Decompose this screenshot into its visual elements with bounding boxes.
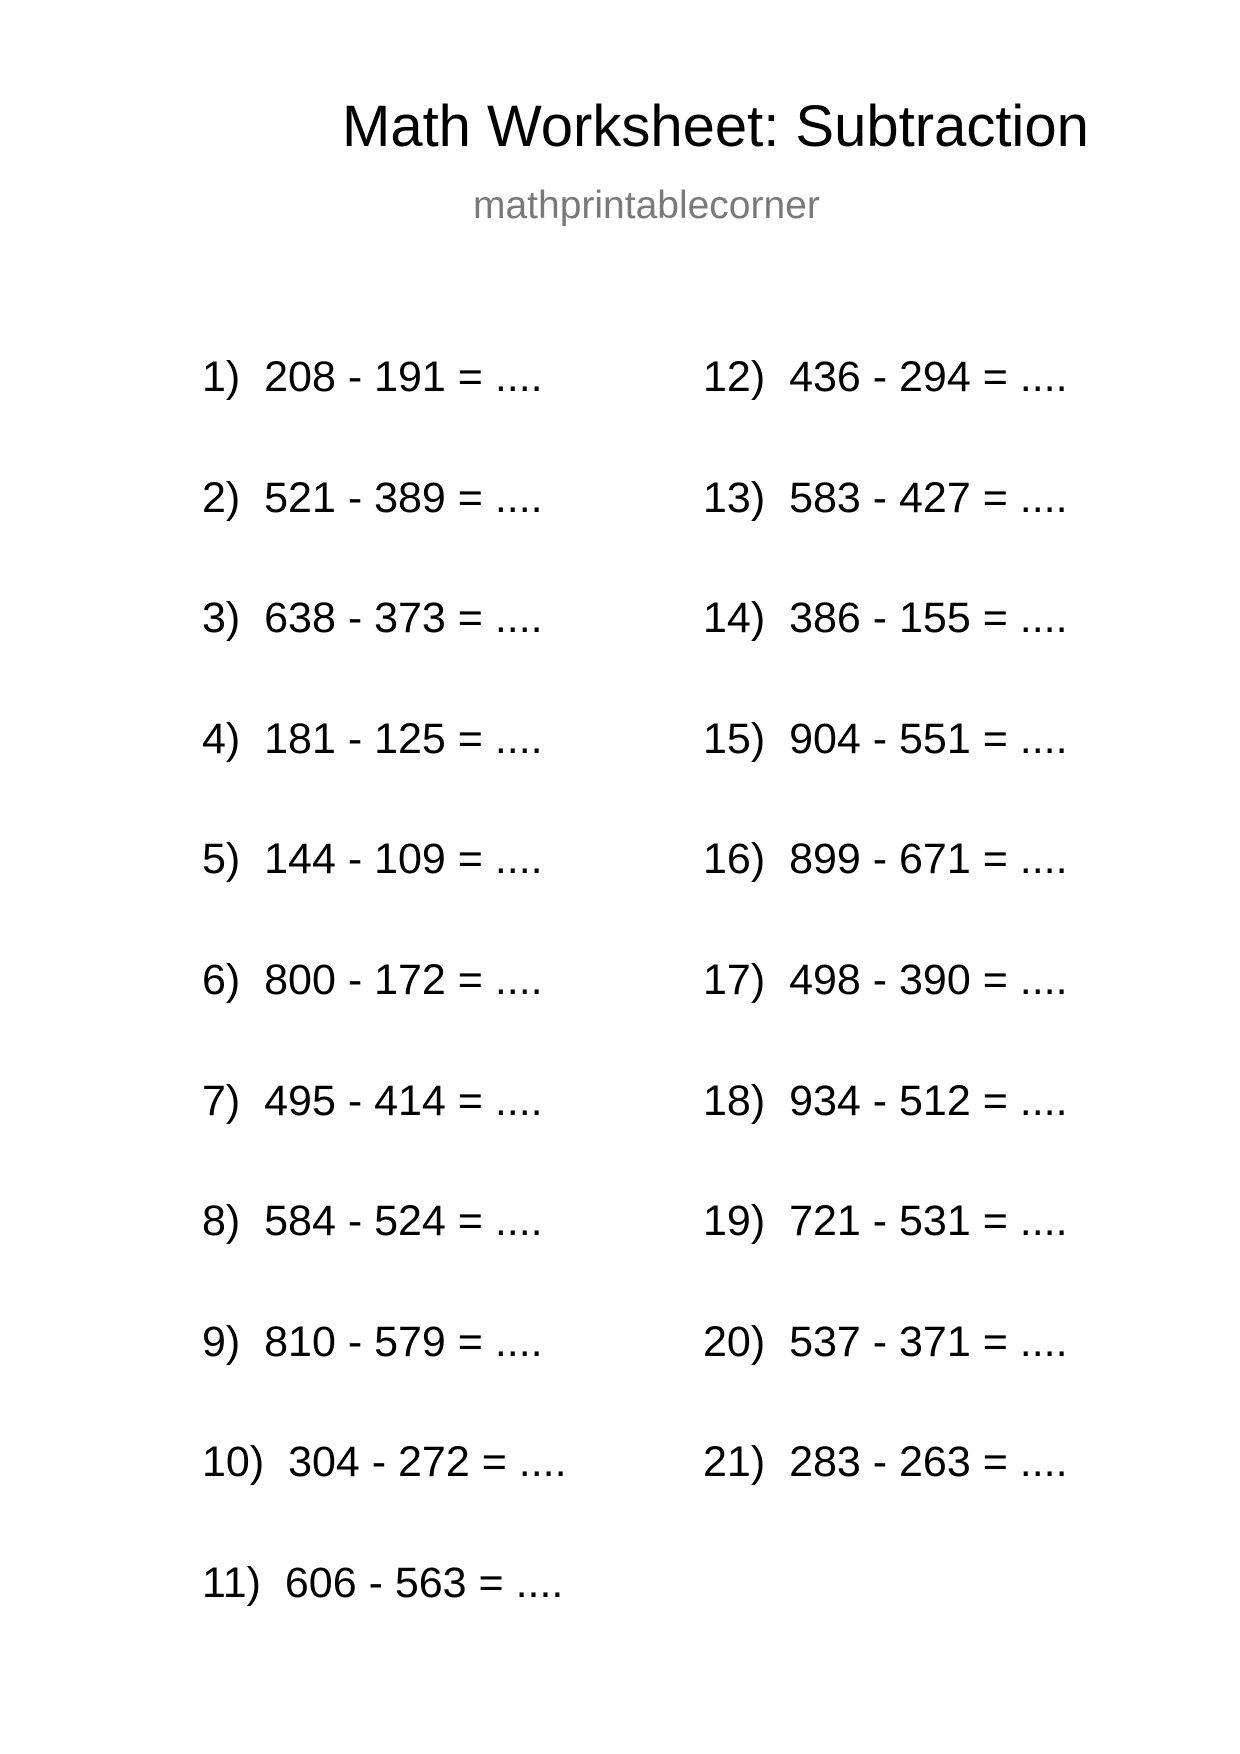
problem-item bbox=[202, 1196, 567, 1317]
problem-number: 17) bbox=[703, 955, 766, 1004]
problem-number: 19) bbox=[703, 1197, 766, 1246]
problem-number: 18) bbox=[703, 1076, 766, 1125]
problem-expression: 181 - 125 = .... bbox=[264, 714, 543, 763]
problem-item bbox=[202, 473, 567, 594]
page-subtitle: mathprintablecorner bbox=[473, 184, 820, 227]
problem-expression: 899 - 671 = .... bbox=[789, 835, 1068, 884]
problem-expression: 498 - 390 = .... bbox=[789, 955, 1068, 1004]
problem-expression: 283 - 263 = .... bbox=[789, 1438, 1068, 1487]
problem-expression: 208 - 191 = .... bbox=[264, 353, 543, 401]
problem-expression: 584 - 524 = .... bbox=[264, 1197, 543, 1246]
problem-item bbox=[202, 1317, 567, 1438]
problem-number: 14) bbox=[703, 594, 766, 643]
problem-expression: 144 - 109 = .... bbox=[264, 835, 543, 884]
problems-column-left bbox=[202, 352, 567, 1679]
problem-item bbox=[202, 593, 567, 714]
problem-item bbox=[202, 1558, 567, 1679]
problem-expression: 521 - 389 = .... bbox=[264, 473, 543, 522]
problem-item bbox=[202, 1076, 567, 1197]
problem-item bbox=[703, 352, 1068, 473]
page-title: Math Worksheet: Subtraction bbox=[342, 94, 1089, 159]
problem-item bbox=[703, 834, 1068, 955]
problem-number: 3) bbox=[202, 594, 241, 643]
problem-expression: 904 - 551 = .... bbox=[789, 714, 1068, 763]
problem-expression: 934 - 512 = .... bbox=[789, 1076, 1068, 1125]
problem-item bbox=[703, 1317, 1068, 1438]
problem-item bbox=[703, 1437, 1068, 1558]
problem-number: 8) bbox=[202, 1197, 241, 1246]
problem-number: 12) bbox=[703, 353, 766, 401]
problem-item bbox=[202, 834, 567, 955]
problem-expression: 638 - 373 = .... bbox=[264, 594, 543, 643]
problem-number: 11) bbox=[202, 1558, 261, 1607]
problem-expression: 583 - 427 = .... bbox=[789, 473, 1068, 522]
problem-item bbox=[703, 1076, 1068, 1197]
problem-expression: 721 - 531 = .... bbox=[789, 1197, 1068, 1246]
problem-number: 15) bbox=[703, 714, 766, 763]
problem-item bbox=[202, 714, 567, 835]
problem-item bbox=[703, 714, 1068, 835]
problem-expression: 606 - 563 = .... bbox=[284, 1558, 564, 1607]
problem-item bbox=[703, 1196, 1068, 1317]
problem-item bbox=[202, 1437, 567, 1558]
problem-item bbox=[202, 955, 567, 1076]
problem-expression: 386 - 155 = .... bbox=[789, 594, 1068, 643]
problem-item bbox=[703, 593, 1068, 714]
problem-item bbox=[202, 352, 567, 473]
problem-number: 6) bbox=[202, 955, 241, 1004]
problem-number: 16) bbox=[703, 835, 766, 884]
problem-expression: 304 - 272 = .... bbox=[288, 1438, 567, 1487]
problem-number: 7) bbox=[202, 1076, 241, 1125]
problem-expression: 800 - 172 = .... bbox=[264, 955, 543, 1004]
problems-column-right bbox=[703, 352, 1068, 1558]
problem-expression: 810 - 579 = .... bbox=[264, 1317, 543, 1366]
problem-number: 21) bbox=[703, 1438, 766, 1487]
problem-number: 1) bbox=[202, 353, 241, 401]
problem-item bbox=[703, 955, 1068, 1076]
problem-number: 20) bbox=[703, 1317, 766, 1366]
problem-number: 2) bbox=[202, 473, 241, 522]
problem-item bbox=[703, 473, 1068, 594]
problem-expression: 537 - 371 = .... bbox=[789, 1317, 1068, 1366]
problem-number: 4) bbox=[202, 714, 241, 763]
problem-expression: 436 - 294 = .... bbox=[789, 353, 1068, 401]
problem-expression: 495 - 414 = .... bbox=[264, 1076, 543, 1125]
problem-number: 13) bbox=[703, 473, 766, 522]
problem-number: 5) bbox=[202, 835, 241, 884]
problem-number: 9) bbox=[202, 1317, 241, 1366]
problem-number: 10) bbox=[202, 1438, 265, 1487]
